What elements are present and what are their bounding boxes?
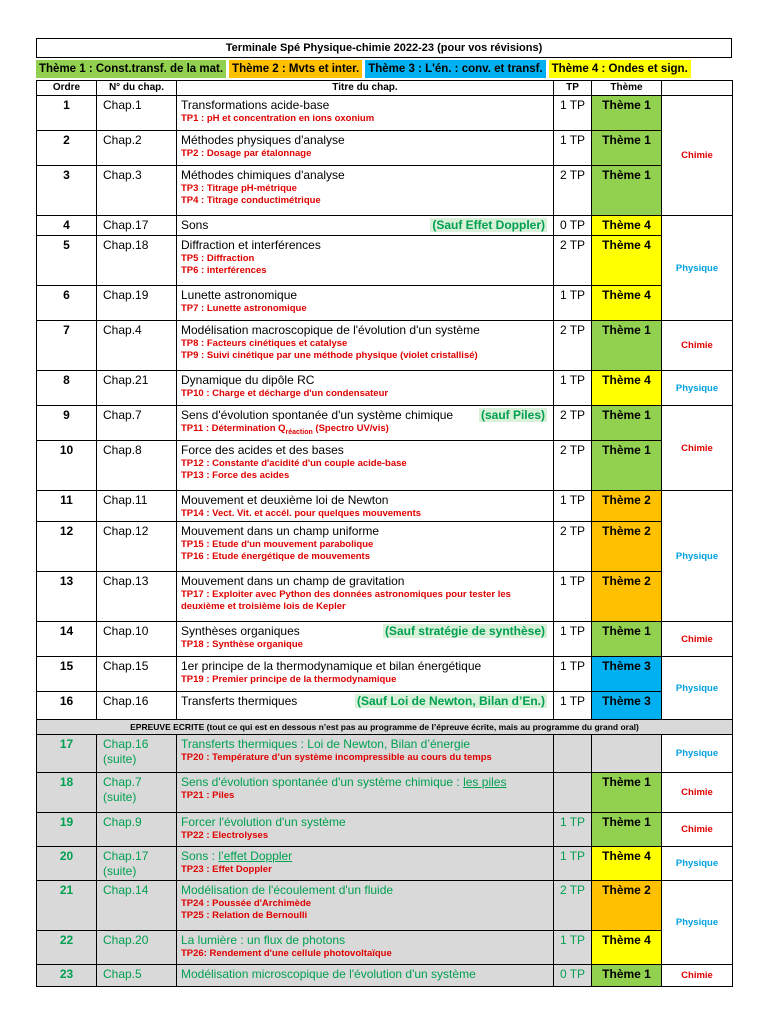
row-ordre: 16 xyxy=(37,692,97,720)
row-tp-count: 0 TP xyxy=(554,965,592,987)
row-titre xyxy=(177,965,554,987)
row-ordre: 9 xyxy=(37,406,97,441)
row-tp-count: 2 TP xyxy=(554,881,592,931)
row-ordre: 4 xyxy=(37,216,97,236)
row-ordre: 18 xyxy=(37,773,97,813)
chap-number: Chap.9 xyxy=(103,815,142,829)
chap-number: Chap.10 xyxy=(103,624,149,638)
table-row xyxy=(37,522,733,572)
row-titre xyxy=(177,692,554,720)
row-ordre: 8 xyxy=(37,371,97,406)
theme-legend-1: Thème 1 : Const.transf. de la mat. xyxy=(36,60,226,78)
chapter-title xyxy=(181,373,553,388)
tp-label: TP21 : Piles xyxy=(181,790,235,801)
table-row xyxy=(37,371,733,406)
chapter-title-text: Diffraction et interférences xyxy=(181,238,321,252)
row-chap xyxy=(97,847,177,881)
row-discipline: Physique xyxy=(662,216,733,321)
table-row xyxy=(37,965,733,987)
chap-number: Chap.1 xyxy=(103,98,142,112)
row-tp-count: 1 TP xyxy=(554,572,592,622)
col-discipline xyxy=(662,81,733,96)
row-discipline: Chimie xyxy=(662,321,733,371)
row-ordre: 13 xyxy=(37,572,97,622)
row-chap xyxy=(97,881,177,931)
chap-number: Chap.2 xyxy=(103,133,142,147)
tp-label: TP1 : pH et concentration en ions oxonium xyxy=(181,113,375,124)
row-chap xyxy=(97,657,177,692)
chapter-title xyxy=(181,168,553,183)
chapter-title xyxy=(181,967,553,982)
tp-label: TP4 : Titrage conductimétrique xyxy=(181,195,321,206)
row-titre xyxy=(177,657,554,692)
chapter-title-text: Sens d'évolution spontanée d'un système chimique xyxy=(181,408,454,422)
table-row xyxy=(37,406,733,441)
table-row xyxy=(37,131,733,166)
row-chap xyxy=(97,931,177,965)
tp-label: TP23 : Effet Doppler xyxy=(181,864,272,875)
tp-label: TP6 : interférences xyxy=(181,265,267,276)
theme-legend-2: Thème 2 : Mvts et inter. xyxy=(229,60,362,78)
row-theme: Thème 1 xyxy=(592,813,662,847)
row-chap xyxy=(97,286,177,321)
chap-suite: (suite) xyxy=(103,790,137,804)
row-tp-count: 1 TP xyxy=(554,131,592,166)
row-ordre: 5 xyxy=(37,236,97,286)
tp-label: TP16 : Etude énergétique de mouvements xyxy=(181,551,370,562)
tp-label: TP5 : Diffraction xyxy=(181,253,255,264)
row-discipline: Chimie xyxy=(662,406,733,491)
row-ordre: 17 xyxy=(37,735,97,773)
row-tp-count: 2 TP xyxy=(554,166,592,216)
row-chap xyxy=(97,406,177,441)
col-tp: TP xyxy=(554,81,592,96)
row-titre xyxy=(177,773,554,813)
row-tp-count: 1 TP xyxy=(554,931,592,965)
chap-number: Chap.15 xyxy=(103,659,149,673)
row-tp-count: 1 TP xyxy=(554,847,592,881)
chap-number: Chap.21 xyxy=(103,373,149,387)
chap-number: Chap.12 xyxy=(103,524,149,538)
tp-subscript: réaction xyxy=(285,428,313,436)
chapter-title xyxy=(181,849,553,864)
row-titre xyxy=(177,572,554,622)
row-titre xyxy=(177,931,554,965)
chapter-title-text: Mouvement dans un champ de gravitation xyxy=(181,574,405,588)
row-theme: Thème 2 xyxy=(592,491,662,522)
table-row xyxy=(37,847,733,881)
row-tp-count: 0 TP xyxy=(554,216,592,236)
chapter-title xyxy=(181,659,553,674)
row-theme: Thème 4 xyxy=(592,371,662,406)
row-chap xyxy=(97,166,177,216)
row-discipline: Chimie xyxy=(662,965,733,987)
tp-label: TP3 : Titrage pH-métrique xyxy=(181,183,297,194)
row-tp-count: 2 TP xyxy=(554,236,592,286)
row-chap xyxy=(97,773,177,813)
table-row xyxy=(37,491,733,522)
row-ordre: 20 xyxy=(37,847,97,881)
row-ordre: 15 xyxy=(37,657,97,692)
row-ordre: 14 xyxy=(37,622,97,657)
chap-number: Chap.14 xyxy=(103,883,149,897)
chapter-title xyxy=(181,815,553,830)
tp-label: TP15 : Etude d'un mouvement parabolique xyxy=(181,539,374,550)
table-row xyxy=(37,657,733,692)
tp-label: TP12 : Constante d'acidité d'un couple acide-base xyxy=(181,458,407,469)
chap-number: Chap.13 xyxy=(103,574,149,588)
row-titre xyxy=(177,522,554,572)
chapter-title-text: Modélisation de l'écoulement d'un fluide xyxy=(181,883,394,897)
row-chap xyxy=(97,813,177,847)
tp-label: TP26: Rendement d'une cellule photovoltaïque xyxy=(181,948,392,959)
chap-number: Chap.17 xyxy=(103,218,149,232)
tp-label: TP2 : Dosage par étalonnage xyxy=(181,148,312,159)
document-title: Terminale Spé Physique-chimie 2022-23 (pour vos révisions) xyxy=(36,38,732,58)
row-titre xyxy=(177,131,554,166)
row-tp-count: 1 TP xyxy=(554,96,592,131)
row-theme: Thème 1 xyxy=(592,166,662,216)
row-theme: Thème 4 xyxy=(592,847,662,881)
row-tp-count xyxy=(554,735,592,773)
row-tp-count: 2 TP xyxy=(554,441,592,491)
row-titre xyxy=(177,286,554,321)
chap-number: Chap.8 xyxy=(103,443,142,457)
table-row xyxy=(37,692,733,720)
tp-label: TP24 : Poussée d'Archimède xyxy=(181,898,312,909)
tp-label: deuxième et troisième lois de Kepler xyxy=(181,601,346,612)
chap-number: Chap.3 xyxy=(103,168,142,182)
chapter-title xyxy=(181,133,553,148)
row-tp-count: 2 TP xyxy=(554,522,592,572)
row-chap xyxy=(97,491,177,522)
col-titre: Titre du chap. xyxy=(177,81,554,96)
chapter-title-text: Transferts thermiques : Loi de Newton, Bilan d’énergie xyxy=(181,737,471,751)
chapter-title-text: Mouvement et deuxième loi de Newton xyxy=(181,493,389,507)
row-tp-count: 1 TP xyxy=(554,657,592,692)
row-theme: Thème 3 xyxy=(592,692,662,720)
chap-suite: (suite) xyxy=(103,752,137,766)
chapter-exclusion-note: (sauf Piles) xyxy=(480,408,545,422)
chapter-title xyxy=(181,323,553,338)
theme-legend-4: Thème 4 : Ondes et sign. xyxy=(549,60,691,78)
row-tp-count xyxy=(554,773,592,813)
row-ordre: 19 xyxy=(37,813,97,847)
chapter-exclusion-note: (Sauf stratégie de synthèse) xyxy=(384,624,545,638)
row-discipline: Physique xyxy=(662,371,733,406)
row-theme: Thème 2 xyxy=(592,572,662,622)
row-theme: Thème 1 xyxy=(592,96,662,131)
row-titre xyxy=(177,441,554,491)
table-row xyxy=(37,813,733,847)
row-titre xyxy=(177,847,554,881)
chap-number: Chap.16 xyxy=(103,694,149,708)
row-titre xyxy=(177,166,554,216)
chapter-title-text: 1er principe de la thermodynamique et bilan énergétique xyxy=(181,659,482,673)
chapter-title-text: Force des acides et des bases xyxy=(181,443,344,457)
tp-label: TP19 : Premier principe de la thermodynamique xyxy=(181,674,397,685)
row-titre xyxy=(177,622,554,657)
row-tp-count: 1 TP xyxy=(554,692,592,720)
chapter-title xyxy=(181,238,553,253)
row-chap xyxy=(97,321,177,371)
row-ordre: 21 xyxy=(37,881,97,931)
row-theme: Thème 2 xyxy=(592,881,662,931)
row-discipline: Physique xyxy=(662,657,733,720)
row-ordre: 23 xyxy=(37,965,97,987)
tp-label: TP11 : Détermination $Q_{réaction}$ (Spectro UV/vis) xyxy=(181,423,389,436)
tp-label: TP20 : Température d’un système incompressible au cours du temps xyxy=(181,752,492,763)
col-chap: N° du chap. xyxy=(97,81,177,96)
chap-number: Chap.7 xyxy=(103,408,142,422)
chap-number: Chap.20 xyxy=(103,933,149,947)
row-titre xyxy=(177,236,554,286)
chapter-title-text: Modélisation microscopique de l'évolution d'un système xyxy=(181,967,476,981)
row-discipline: Physique xyxy=(662,847,733,881)
table-row xyxy=(37,441,733,491)
table-row xyxy=(37,881,733,931)
chapter-exclusion-note: (Sauf Loi de Newton, Bilan d’En.) xyxy=(357,694,545,708)
chapter-title-text: Sons xyxy=(181,218,209,232)
row-titre xyxy=(177,406,554,441)
chapter-title-text: Transformations acide-base xyxy=(181,98,330,112)
table-row xyxy=(37,166,733,216)
row-titre xyxy=(177,881,554,931)
col-ordre: Ordre xyxy=(37,81,97,96)
chapter-title xyxy=(181,98,553,113)
chapter-title-text: Mouvement dans un champ uniforme xyxy=(181,524,380,538)
chapter-title xyxy=(181,574,553,589)
chap-number: Chap.18 xyxy=(103,238,149,252)
table-row xyxy=(37,236,733,286)
chapter-title-underlined: l’effet Doppler xyxy=(218,849,293,863)
chapter-title xyxy=(181,288,553,303)
chapter-title-text: Méthodes chimiques d'analyse xyxy=(181,168,345,182)
table-row xyxy=(37,773,733,813)
row-ordre: 6 xyxy=(37,286,97,321)
chapter-title xyxy=(181,933,553,948)
row-theme xyxy=(592,735,662,773)
row-ordre: 2 xyxy=(37,131,97,166)
row-titre xyxy=(177,371,554,406)
chapter-title-text: La lumière : un flux de photons xyxy=(181,933,346,947)
chapters-table xyxy=(36,80,733,987)
row-discipline: Chimie xyxy=(662,622,733,657)
chapter-title-text: Transferts thermiques xyxy=(181,694,298,708)
row-ordre: 12 xyxy=(37,522,97,572)
row-ordre: 3 xyxy=(37,166,97,216)
chapter-title xyxy=(181,493,553,508)
row-theme: Thème 1 xyxy=(592,773,662,813)
col-theme: Thème xyxy=(592,81,662,96)
document-page xyxy=(36,38,732,987)
tp-label-rest: (Spectro UV/vis) xyxy=(312,423,389,434)
row-discipline: Physique xyxy=(662,735,733,773)
row-tp-count: 1 TP xyxy=(554,371,592,406)
table-row xyxy=(37,96,733,131)
chap-number: Chap.11 xyxy=(103,493,148,507)
chapter-title xyxy=(181,524,553,539)
chapter-exclusion-note: (Sauf Effet Doppler) xyxy=(432,218,545,232)
chapter-title-text: Sens d'évolution spontanée d'un système chimique : xyxy=(181,775,464,789)
chapter-title-text: Dynamique du dipôle RC xyxy=(181,373,315,387)
table-row xyxy=(37,321,733,371)
row-theme: Thème 4 xyxy=(592,931,662,965)
chapter-title-text: Synthèses organiques xyxy=(181,624,300,638)
row-chap xyxy=(97,371,177,406)
row-chap xyxy=(97,692,177,720)
row-chap xyxy=(97,965,177,987)
row-titre xyxy=(177,491,554,522)
theme-legend-3: Thème 3 : L'én. : conv. et transf. xyxy=(365,60,545,78)
row-tp-count: 1 TP xyxy=(554,286,592,321)
row-theme: Thème 1 xyxy=(592,965,662,987)
table-row xyxy=(37,622,733,657)
row-tp-count: 1 TP xyxy=(554,622,592,657)
chap-number: Chap.16 xyxy=(103,737,149,751)
chapter-title-text: Méthodes physiques d'analyse xyxy=(181,133,345,147)
tp-label: TP7 : Lunette astronomique xyxy=(181,303,307,314)
row-theme: Thème 3 xyxy=(592,657,662,692)
tp-label: TP9 : Suivi cinétique par une méthode physique (violet cristallisé) xyxy=(181,350,478,361)
row-chap xyxy=(97,522,177,572)
row-tp-count: 2 TP xyxy=(554,406,592,441)
row-ordre: 11 xyxy=(37,491,97,522)
row-ordre: 10 xyxy=(37,441,97,491)
tp-label: TP18 : Synthèse organique xyxy=(181,639,303,650)
row-titre xyxy=(177,96,554,131)
row-theme: Thème 2 xyxy=(592,522,662,572)
tp-label: TP22 : Electrolyses xyxy=(181,830,269,841)
row-discipline: Chimie xyxy=(662,773,733,813)
row-theme: Thème 4 xyxy=(592,286,662,321)
chap-number: Chap.19 xyxy=(103,288,149,302)
table-row xyxy=(37,931,733,965)
chap-number: Chap.5 xyxy=(103,967,142,981)
row-titre xyxy=(177,813,554,847)
row-chap xyxy=(97,735,177,773)
chapter-title-text: Sons : xyxy=(181,849,219,863)
chapter-title xyxy=(181,883,553,898)
table-header-row xyxy=(37,81,733,96)
row-theme: Thème 1 xyxy=(592,441,662,491)
row-theme: Thème 1 xyxy=(592,131,662,166)
row-ordre: 7 xyxy=(37,321,97,371)
chapter-title-text: Lunette astronomique xyxy=(181,288,298,302)
chapter-title xyxy=(181,737,553,752)
exam-separator-row xyxy=(37,720,733,735)
chap-number: Chap.4 xyxy=(103,323,142,337)
row-titre xyxy=(177,735,554,773)
exam-separator: EPREUVE ECRITE (tout ce qui est en dessous n’est pas au programme de l’épreuve écrite, mais au programme du grand oral) xyxy=(37,720,733,735)
row-theme: Thème 4 xyxy=(592,216,662,236)
chap-suite: (suite) xyxy=(103,864,137,878)
row-chap xyxy=(97,622,177,657)
tp-label: TP25 : Relation de Bernoulli xyxy=(181,910,308,921)
chap-number: Chap.7 xyxy=(103,775,142,789)
row-theme: Thème 1 xyxy=(592,321,662,371)
row-chap xyxy=(97,572,177,622)
row-discipline: Physique xyxy=(662,881,733,965)
row-theme: Thème 1 xyxy=(592,622,662,657)
row-discipline: Physique xyxy=(662,491,733,622)
chapter-title xyxy=(181,443,553,458)
row-titre xyxy=(177,321,554,371)
row-ordre: 1 xyxy=(37,96,97,131)
row-chap xyxy=(97,441,177,491)
tp-label: TP17 : Exploiter avec Python des données astronomiques pour tester les xyxy=(181,589,511,600)
table-row xyxy=(37,286,733,321)
table-row xyxy=(37,216,733,236)
tp-label: TP14 : Vect. Vit. et accél. pour quelques mouvements xyxy=(181,508,422,519)
chapter-title xyxy=(181,775,553,790)
chapter-title-underlined: les piles xyxy=(463,775,507,789)
table-row xyxy=(37,572,733,622)
row-titre xyxy=(177,216,554,236)
row-discipline: Chimie xyxy=(662,96,733,216)
row-tp-count: 2 TP xyxy=(554,321,592,371)
row-chap xyxy=(97,131,177,166)
row-chap xyxy=(97,96,177,131)
chapter-title-text: Forcer l'évolution d'un système xyxy=(181,815,346,829)
chap-number: Chap.17 xyxy=(103,849,149,863)
row-tp-count: 1 TP xyxy=(554,813,592,847)
row-chap xyxy=(97,216,177,236)
row-discipline: Chimie xyxy=(662,813,733,847)
chapter-title-text: Modélisation macroscopique de l'évolution d'un système xyxy=(181,323,480,337)
tp-label: TP10 : Charge et décharge d'un condensateur xyxy=(181,388,389,399)
row-tp-count: 1 TP xyxy=(554,491,592,522)
row-theme: Thème 1 xyxy=(592,406,662,441)
row-chap xyxy=(97,236,177,286)
row-theme: Thème 4 xyxy=(592,236,662,286)
theme-legend xyxy=(36,60,732,78)
table-row xyxy=(37,735,733,773)
tp-label: TP8 : Facteurs cinétiques et catalyse xyxy=(181,338,348,349)
row-ordre: 22 xyxy=(37,931,97,965)
tp-label: TP13 : Force des acides xyxy=(181,470,290,481)
